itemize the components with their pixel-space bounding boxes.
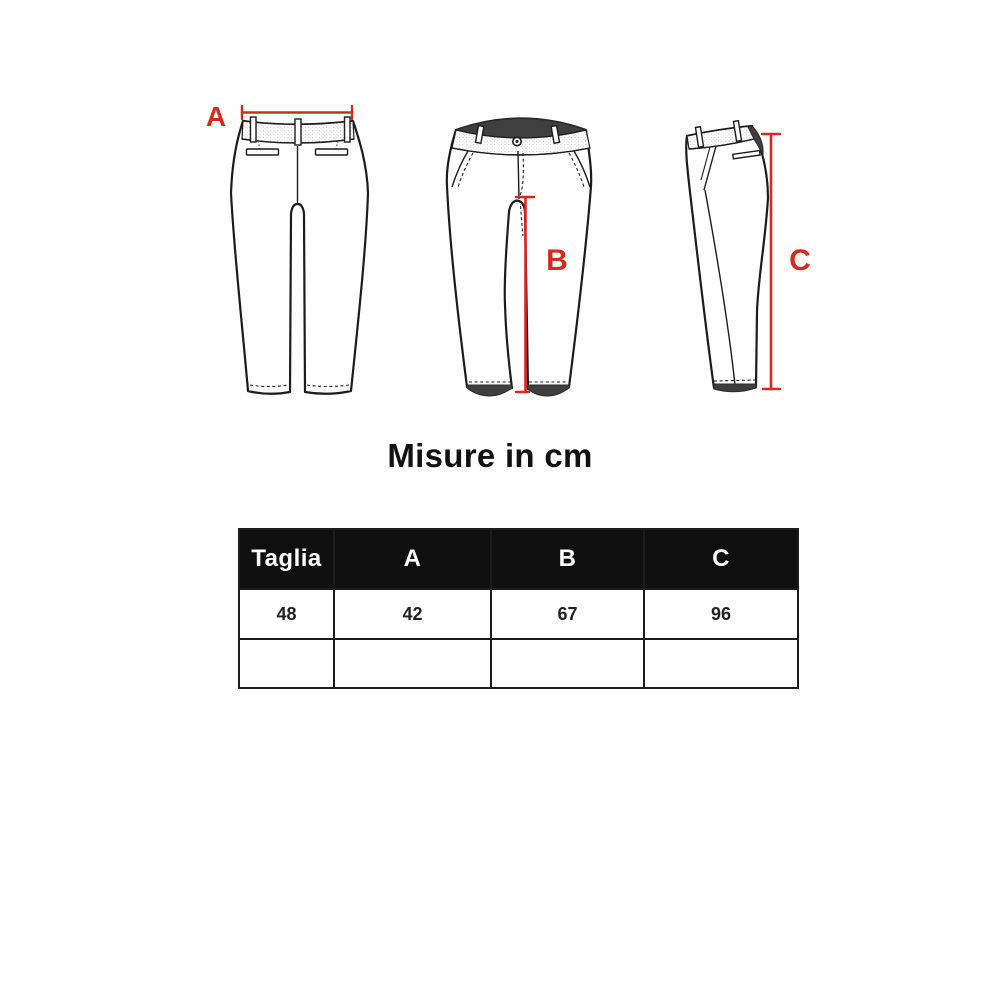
size-cell-empty <box>644 639 798 688</box>
side-outline <box>686 126 768 391</box>
hem-right <box>527 385 569 396</box>
waist-button-center <box>516 140 519 143</box>
pants-side-view <box>686 121 811 392</box>
belt-loop <box>251 117 257 142</box>
back-pocket-right <box>316 149 348 155</box>
size-cell-b: 67 <box>491 589 644 639</box>
size-table <box>238 528 799 689</box>
belt-loop <box>345 117 351 142</box>
measure-label-b: B <box>546 244 568 277</box>
column-header-c: C <box>644 529 798 589</box>
hem-left <box>467 385 512 396</box>
size-cell-taglia: 48 <box>239 589 334 639</box>
size-diagram <box>0 0 1000 480</box>
column-header-b: B <box>491 529 644 589</box>
column-header-taglia: Taglia <box>239 529 334 589</box>
back-outline <box>231 121 368 394</box>
measure-label-c: C <box>789 244 811 277</box>
size-cell-empty <box>239 639 334 688</box>
table-row-empty <box>239 639 798 688</box>
size-cell-empty <box>334 639 491 688</box>
table-row <box>239 589 798 639</box>
belt-loop <box>295 119 301 145</box>
inseam-stitch <box>521 206 524 236</box>
measure-label-a: A <box>205 101 227 132</box>
column-header-a: A <box>334 529 491 589</box>
size-cell-c: 96 <box>644 589 798 639</box>
table-header-row <box>239 529 798 589</box>
back-pocket-left <box>247 149 279 155</box>
size-chart-title: Misure in cm <box>387 437 593 474</box>
fly-seam <box>518 151 519 199</box>
front-outline <box>447 119 591 392</box>
size-cell-empty <box>491 639 644 688</box>
pants-back-view <box>206 101 368 394</box>
measure-line-a <box>242 106 352 119</box>
side-hem <box>714 384 756 392</box>
size-cell-a: 42 <box>334 589 491 639</box>
pants-front-view <box>447 119 591 397</box>
